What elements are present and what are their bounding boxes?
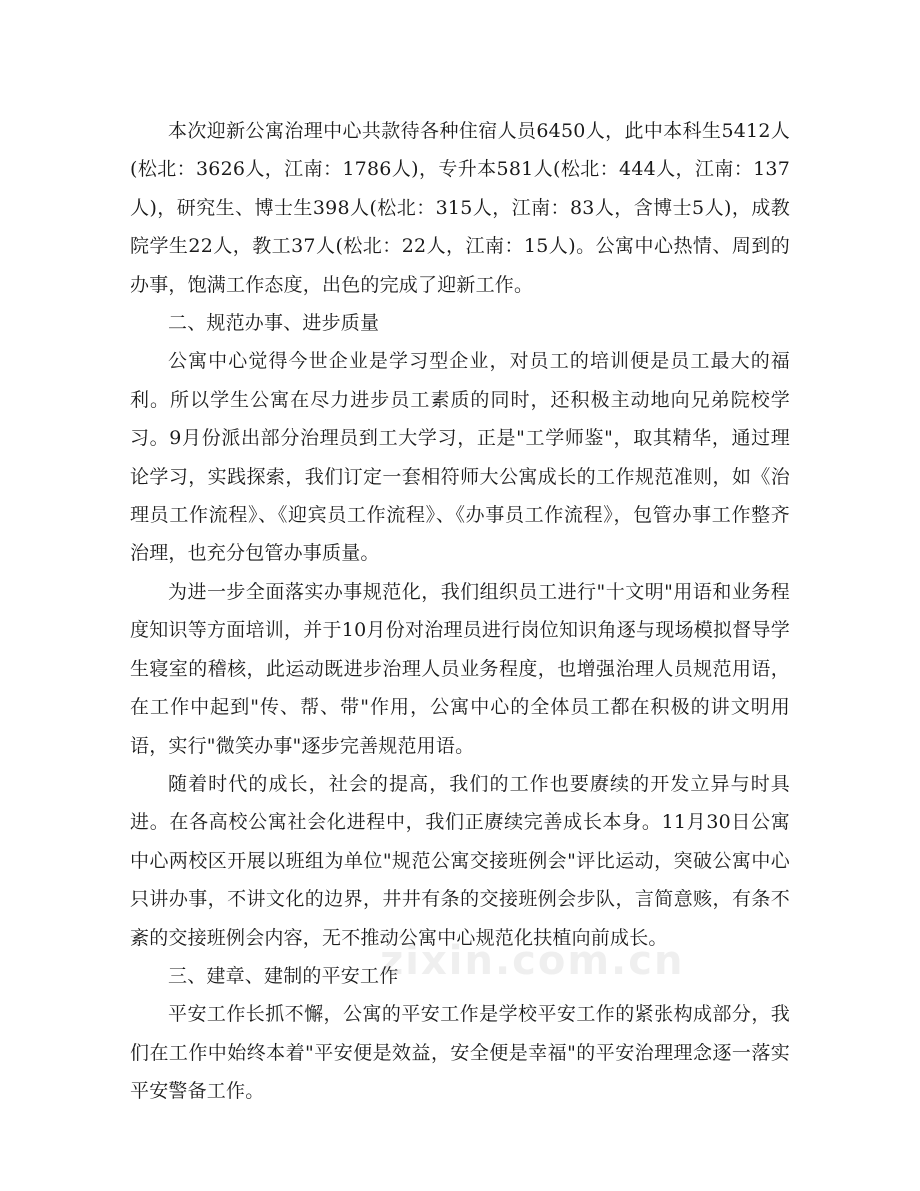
paragraph-safety: 平安工作长抓不懈，公寓的平安工作是学校平安工作的紧张构成部分，我们在工作中始终本着"平安便是效益，安全便是幸福"的平安治理理念逐一落实平安警备工作。 [130,1003,790,1103]
section-heading-3: 三、建章、建制的平安工作 [168,964,399,987]
watermark: zixin.com.cn [380,938,685,984]
paragraph-intro: 本次迎新公寓治理中心共款待各种住宿人员6450人，此中本科生5412人(松北：3626人，江南：1786人)，专升本581人(松北：444人，江南：137人)，研究生、博士生398人(松北：315人，江南：83人，含博士5人)，成教院学生22人，教工37人(松北：22人，江南：15人)。公寓中心热情、周到的办事，饱满工作态度，出色的完成了迎新工作。 [130,120,790,296]
paragraph-training: 公寓中心觉得今世企业是学习型企业，对员工的培训便是员工最大的福利。所以学生公寓在尽力进步员工素质的同时，还积极主动地向兄弟院校学习。9月份派出部分治理员到工大学习，正是"工学师鉴"，取其精华，通过理论学习，实践探索，我们订定一套相符师大公寓成长的工作规范准则，如《治理员工作流程》、《迎宾员工作流程》、《办事员工作流程》，包管办事工作整齐治理，也充分包管办事质量。 [130,350,790,565]
paragraph-development: 随着时代的成长，社会的提高，我们的工作也要赓续的开发立异与时具进。在各高校公寓社会化进程中，我们正赓续完善成长本身。11月30日公寓中心两校区开展以班组为单位"规范公寓交接班例会"评比运动，突破公寓中心只讲办事，不讲文化的边界，井井有条的交接班例会步队，言简意赅，有条不紊的交接班例会内容，无不推动公寓中心规范化扶植向前成长。 [130,772,790,949]
paragraph-standardization: 为进一步全面落实办事规范化，我们组织员工进行"十文明"用语和业务程度知识等方面培训，并于10月份对治理员进行岗位知识角逐与现场模拟督导学生寝室的稽核，此运动既进步治理人员业务程度，也增强治理人员规范用语，在工作中起到"传、帮、带"作用，公寓中心的全体员工都在积极的讲文明用语，实行"微笑办事"逐步完善规范用语。 [130,580,790,757]
document-body [130,112,790,1111]
section-heading-2: 二、规范办事、进步质量 [168,312,380,335]
